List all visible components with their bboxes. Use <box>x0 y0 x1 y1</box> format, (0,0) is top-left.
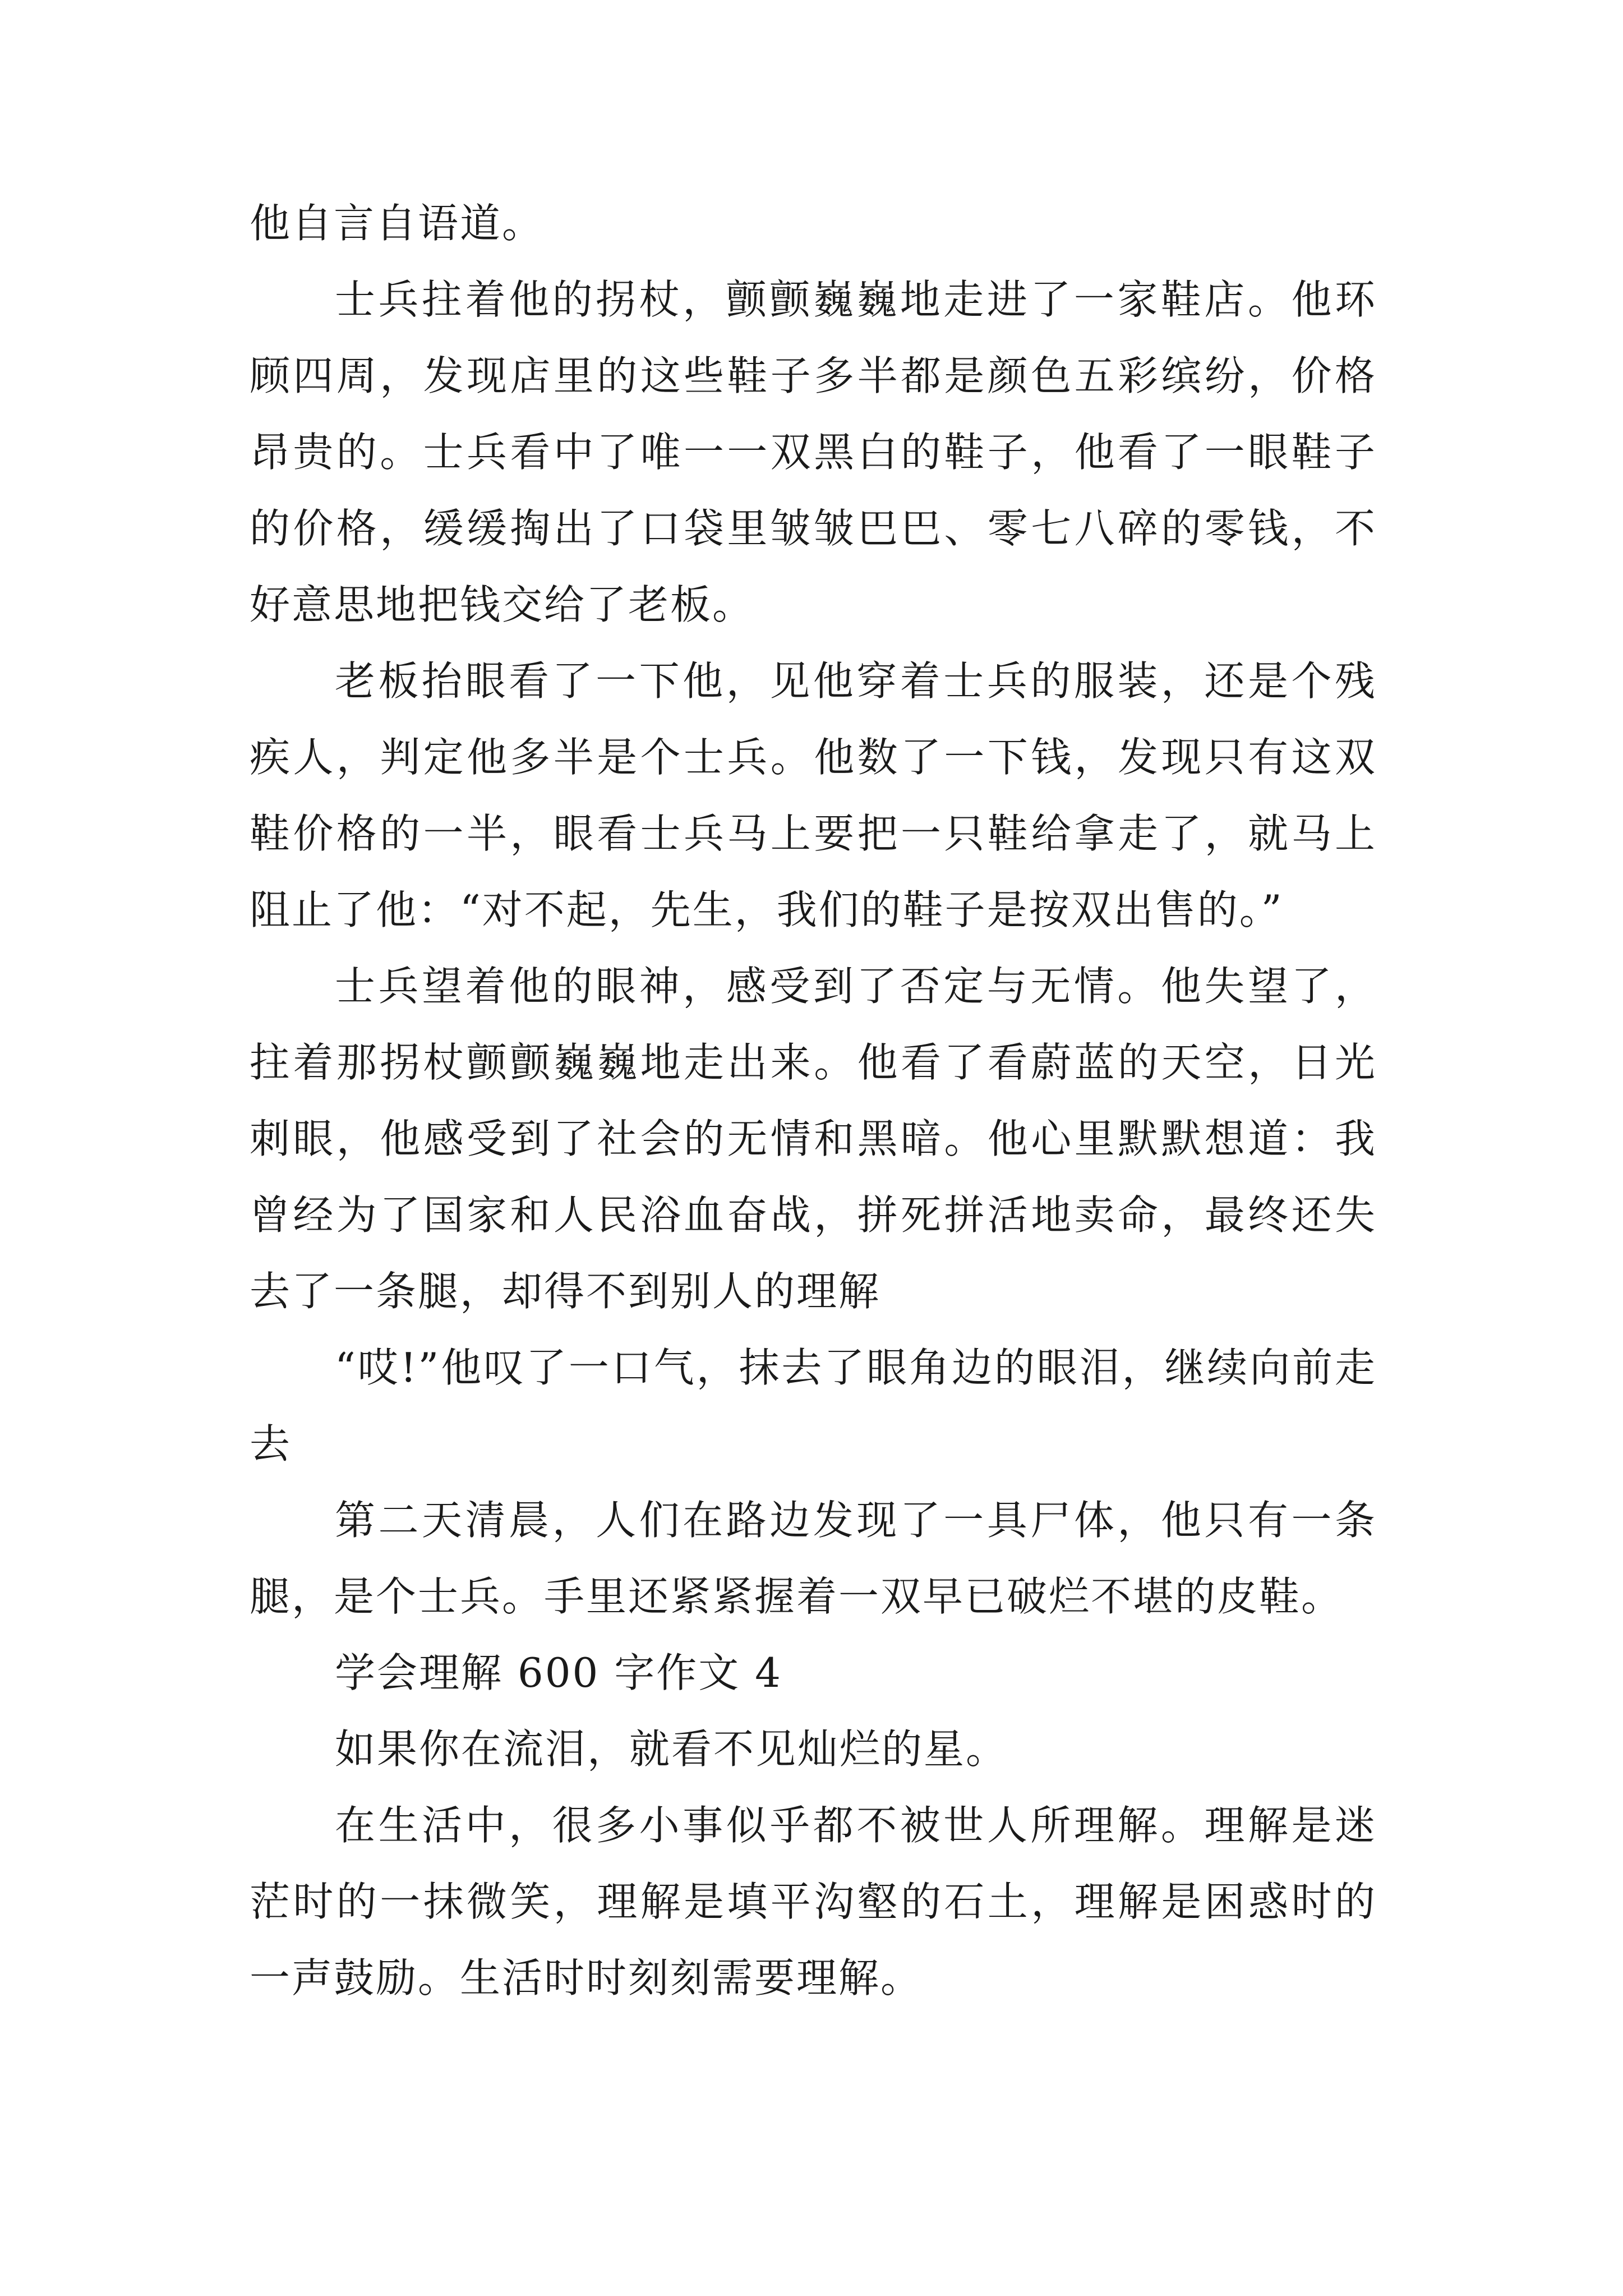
paragraph-3: 老板抬眼看了一下他，见他穿着士兵的服装，还是个残疾人，判定他多半是个士兵。他数了一下钱，发现只有这双鞋价格的一半，眼看士兵马上要把一只鞋给拿走了，就马上阻止了他：“对不起，先生，我们的鞋子是按双出售的。” <box>250 657 1377 933</box>
document-body <box>250 185 1377 2016</box>
paragraph-6: 第二天清晨，人们在路边发现了一具尸体，他只有一条腿，是个士兵。手里还紧紧握着一双早已破烂不堪的皮鞋。 <box>250 1497 1377 1620</box>
paragraph-5: “哎!”他叹了一口气，抹去了眼角边的眼泪，继续向前走去 <box>250 1344 1377 1467</box>
paragraph-8: 在生活中，很多小事似乎都不被世人所理解。理解是迷茫时的一抹微笑，理解是填平沟壑的石土，理解是困惑时的一声鼓励。生活时时刻刻需要理解。 <box>250 1802 1377 2001</box>
section-title: 学会理解 600 字作文 4 <box>335 1649 782 1696</box>
paragraph-7: 如果你在流泪，就看不见灿烂的星。 <box>335 1726 1008 1773</box>
paragraph-2: 士兵拄着他的拐杖，颤颤巍巍地走进了一家鞋店。他环顾四周，发现店里的这些鞋子多半都是颜色五彩缤纷，价格昂贵的。士兵看中了唯一一双黑白的鞋子，他看了一眼鞋子的价格，缓缓掏出了口袋里皱皱巴巴、零七八碎的零钱，不好意思地把钱交给了老板。 <box>250 276 1377 628</box>
paragraph-4: 士兵望着他的眼神，感受到了否定与无情。他失望了，拄着那拐杖颤颤巍巍地走出来。他看了看蔚蓝的天空，日光刺眼，他感受到了社会的无情和黑暗。他心里默默想道：我曾经为了国家和人民浴血奋战，拼死拼活地卖命，最终还失去了一条腿，却得不到别人的理解 <box>250 963 1377 1315</box>
paragraph-1: 他自言自语道。 <box>250 200 545 247</box>
